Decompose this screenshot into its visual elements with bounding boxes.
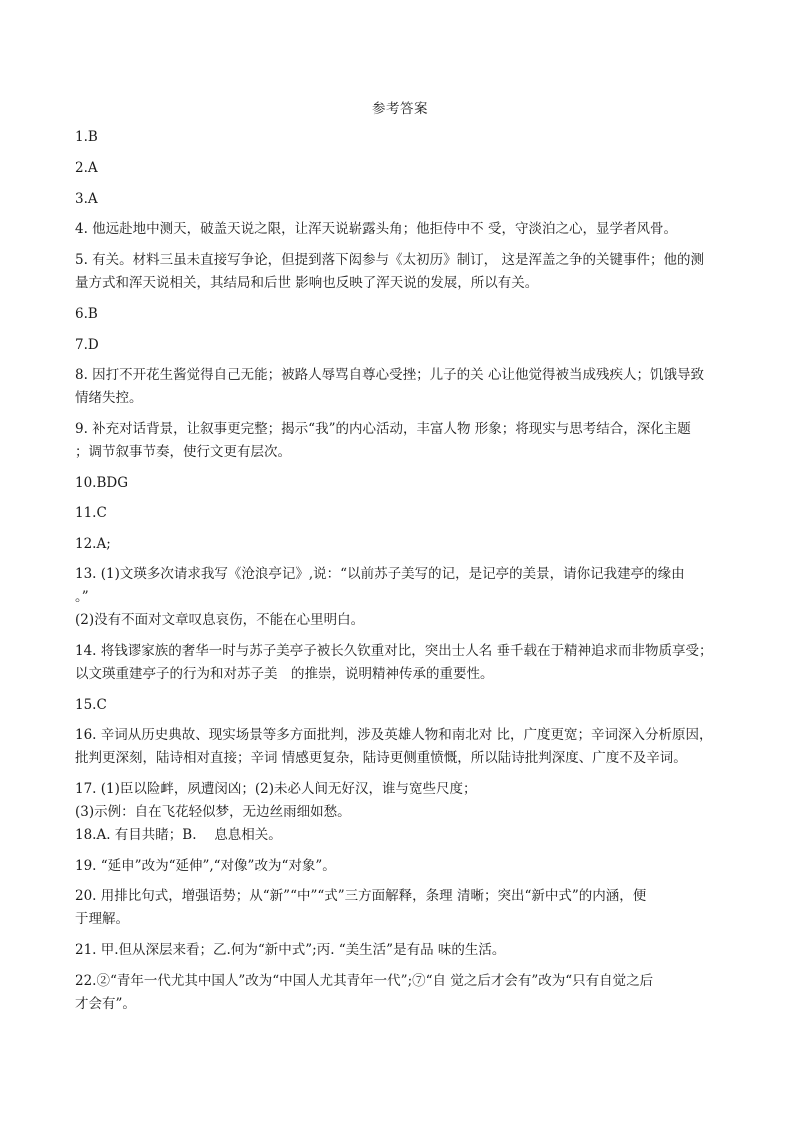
answer-line: 13. (1)文瑛多次请求我写《沧浪亭记》,说：“以前苏子美写的记，是记亭的美景，请你记我建亭的缘由 [75, 566, 685, 582]
answer-line: 量方式和浑天说相关，其结局和后世 影响也反映了浑天说的发展，所以有关。 [75, 275, 539, 291]
answer-line: ；调节叙事节奏，使行文更有层次。 [75, 444, 291, 460]
answer-line: 19. “延申”改为“延伸”,“对像”改为“对象”。 [75, 858, 336, 874]
answer-line: 5. 有关。材料三虽未直接写争论，但提到落下闳参与《太初历》制订， 这是浑盖之争的关键事件；他的测 [75, 252, 704, 268]
answer-line: 18.A. 有目共睹；B. 息息相关。 [75, 827, 282, 843]
answer-line: 16. 辛词从历史典故、现实场景等多方面批判，涉及英雄人物和南北对 比，广度更宽；辛词深入分析原因， [75, 727, 713, 743]
answer-line: 11.C [75, 505, 107, 521]
answer-line: 1.B [75, 129, 98, 145]
answer-line: 4. 他远赴地中测天，破盖天说之限，让浑天说崭露头角；他拒侍中不 受，守淡泊之心，显学者风骨。 [75, 221, 677, 237]
answer-line: 22.②“青年一代尤其中国人”改为“中国人尤其青年一代”;⑦“自 觉之后才会有”改为“只有自觉之后 [75, 973, 654, 989]
answer-line: 以文瑛重建亭子的行为和对苏子美 的推崇，说明精神传承的重要性。 [75, 666, 494, 682]
answer-line: 于理解。 [75, 911, 129, 927]
answer-line: (2)没有不面对文章叹息哀伤，不能在心里明白。 [75, 612, 365, 628]
answer-line: 9. 补充对话背景，让叙事更完整；揭示“我”的内心活动，丰富人物 形象；将现实与思考结合，深化主题 [75, 421, 691, 437]
answer-line: 3.A [75, 191, 98, 207]
answer-line: 10.BDG [75, 475, 128, 491]
answer-line: 才会有”。 [75, 996, 136, 1012]
answer-line: 21. 甲.但从深层来看；乙.何为“新中式”;丙. “美生活”是有品 味的生活。 [75, 942, 506, 958]
answer-line: 。” [75, 589, 89, 605]
answer-line: 批判更深刻，陆诗相对直接；辛词 情感更复杂，陆诗更侧重愤慨，所以陆诗批判深度、广度不及辛词。 [75, 750, 687, 766]
answer-line: 20. 用排比句式，增强语势；从“新”“中”“式”三方面解释，条理 清晰；突出“新中式”的内涵，便 [75, 888, 647, 904]
answer-line: 6.B [75, 306, 98, 322]
answer-line: 情绪失控。 [75, 390, 143, 406]
page-title: 参考答案 [372, 101, 428, 117]
answer-line: 17. (1)臣以险衅，夙遭闵凶；(2)未必人间无好汉，谁与宽些尺度； [75, 781, 477, 797]
answer-line: 8. 因打不开花生酱觉得自己无能；被路人辱骂自尊心受挫；儿子的关 心让他觉得被当成残疾人；饥饿导致 [75, 367, 704, 383]
answer-line: 15.C [75, 697, 107, 713]
answer-line: 7.D [75, 337, 99, 353]
answer-line: 12.A; [75, 536, 111, 552]
answer-line: 2.A [75, 160, 98, 176]
answer-line: 14. 将钱谬家族的奢华一时与苏子美亭子被长久钦重对比，突出士人名 垂千载在于精神追求而非物质享受； [75, 643, 713, 659]
answer-line: (3)示例：自在飞花轻似梦，无边丝雨细如愁。 [75, 804, 351, 820]
